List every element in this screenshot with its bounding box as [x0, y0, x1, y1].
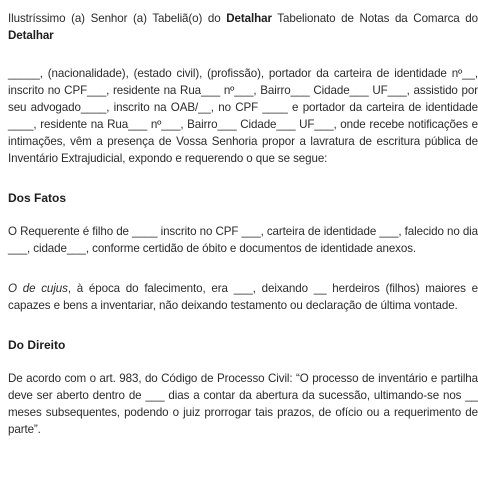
section-heading-direito: Do Direito [8, 338, 66, 352]
addressee-paragraph [8, 10, 478, 44]
direito-paragraph-1: De acordo com o art. 983, do Código de Processo Civil: “O processo de inventário e partilha deve ser aberto dentro de ___ dias a contar da abertura da sucessão, ultimando-se nos __ meses subsequentes, podendo o juiz prorrogar tais prazos, de ofício ou a requerimento de parte”. [8, 372, 478, 436]
addressee-middle: Tabelionato de Notas da Comarca do [271, 12, 478, 25]
qualification-paragraph: _____, (nacionalidade), (estado civil), (profissão), portador da carteira de identidade nº__, inscrito no CPF___, residente na Rua___ nº___, Bairro___ Cidade___ UF___, assistido por seu advogado____, inscrito na OAB/__, no CPF ____ e portador da carteira de identidade ____, residente na Rua___ nº___, Bairro___ Cidade___ UF___, onde recebe notificações e intimações, vêm a presença de Vossa Senhoria propor a lavratura de escritura pública de Inventário Extrajudicial, expondo e requerendo o que se segue: [8, 67, 478, 165]
de-cujus-term: O de cujus [8, 282, 68, 295]
fatos-paragraph-2-text: , à época do falecimento, era ___, deixando __ herdeiros (filhos) maiores e capazes e bens a inventariar, não deixando testamento ou declaração de última vontade. [8, 282, 478, 312]
section-heading-fatos: Dos Fatos [8, 191, 67, 205]
addressee-prefix: Ilustríssimo (a) Senhor (a) Tabeliã(o) do [8, 12, 227, 25]
fatos-paragraph-2 [8, 280, 478, 314]
document-page [8, 10, 478, 461]
addressee-bold-detail-1: Detalhar [226, 12, 272, 25]
fatos-paragraph-1: O Requerente é filho de ____ inscrito no CPF ___, carteira de identidade ___, falecido no dia ___, cidade___, conforme certidão de óbito e documentos de identidade anexos. [8, 225, 478, 255]
addressee-bold-detail-2: Detalhar [8, 29, 54, 42]
